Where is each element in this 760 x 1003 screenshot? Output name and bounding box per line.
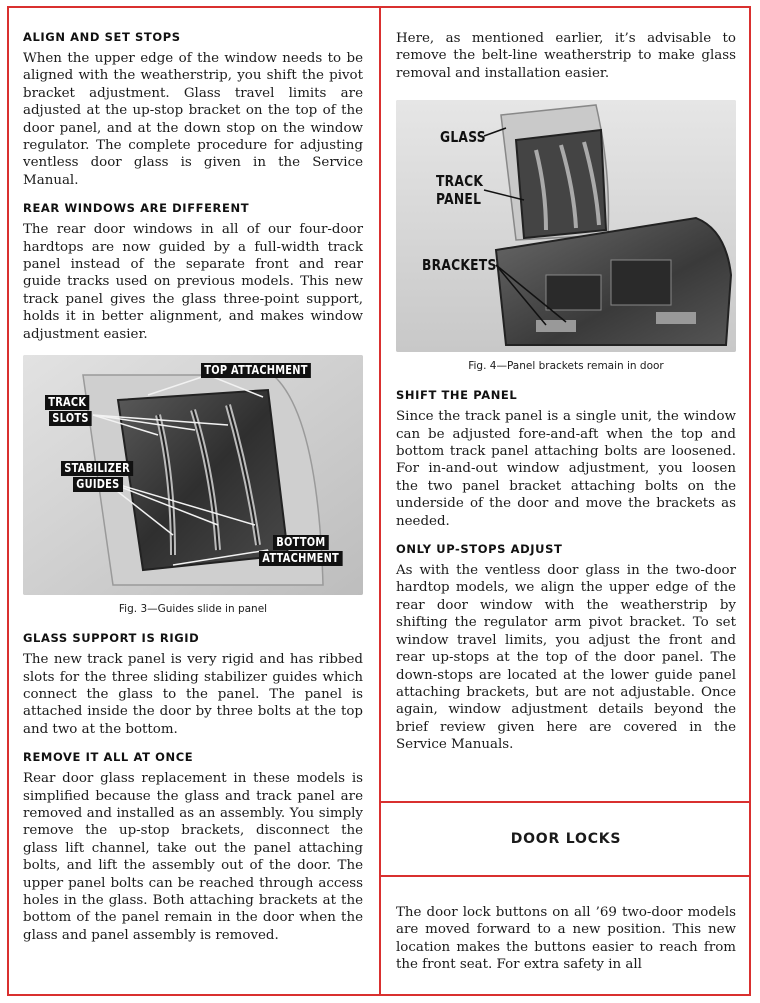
label-stabilizer: STABILIZER: [61, 461, 133, 476]
label-slots: SLOTS: [49, 411, 92, 426]
label-guides: GUIDES: [73, 477, 123, 492]
paragraph-remove-all: Rear door glass replacement in these models is simplified because the glass and track panel are removed and installed as an assembly. You simply remove the up-stop brackets, disconnect the glass lift channel, take out the panel attaching bolts, and lift the assembly out of the door. The upper panel bolts can be reached through access holes in the glass. Both attaching brackets at the bottom of the panel remain in the door when the glass and panel assembly is removed.: [23, 771, 363, 943]
door-locks-bottom-rule: [381, 875, 751, 877]
label-brackets: BRACKETS: [422, 256, 497, 275]
label-attachment: ATTACHMENT: [259, 551, 342, 566]
figure-4-caption: Fig. 4—Panel brackets remain in door: [468, 360, 664, 373]
figure-3-caption: Fig. 3—Guides slide in panel: [118, 603, 268, 616]
figure-3-photo: [23, 355, 363, 595]
heading-shift-panel: SHIFT THE PANEL: [396, 388, 518, 403]
paragraph-shift-panel: Since the track panel is a single unit, the window can be adjusted fore-and-aft when the top and bottom track panel attaching bolts are loosened. For in-and-out window adjustment, you loosen the two panel bracket attaching bolts on the underside of the door and move the brackets as needed.: [396, 409, 736, 529]
right-column: [396, 30, 736, 766]
heading-up-stops: ONLY UP-STOPS ADJUST: [396, 542, 563, 557]
heading-align-set-stops: ALIGN AND SET STOPS: [23, 30, 181, 44]
label-bottom: BOTTOM: [273, 535, 329, 550]
figure-4-photo: [396, 100, 736, 352]
label-panel: PANEL: [436, 190, 482, 209]
heading-door-locks: DOOR LOCKS: [510, 831, 622, 847]
door-locks-section: [396, 904, 736, 986]
paragraph-door-locks: The door lock buttons on all ’69 two-door models are moved forward to a new position. This new location makes the buttons easier to reach from the front seat. For extra safety in all: [396, 905, 736, 973]
label-glass: GLASS: [440, 128, 486, 147]
heading-glass-support: GLASS SUPPORT IS RIGID: [23, 631, 200, 646]
label-track: TRACK: [45, 395, 90, 410]
paragraph-align-set-stops: When the upper edge of the window needs to be aligned with the weatherstrip, you shift the pivot bracket adjustment. Glass travel limits are adjusted at the up-stop bracket on the top of the door panel, and at the down stop on the window regulator. The complete procedure for adjusting ventless door glass is given in the Service Manual.: [23, 51, 363, 188]
paragraph-rear-windows: The rear door windows in all of our four-door hardtops are now guided by a full-width track panel instead of the separate front and rear guide tracks used on previous models. This new track panel gives the glass three-point support, holds it in better alignment, and makes window adjustment easier.: [23, 222, 363, 342]
left-column: [23, 30, 363, 956]
heading-remove-all: REMOVE IT ALL AT ONCE: [23, 750, 194, 765]
paragraph-glass-support: The new track panel is very rigid and has ribbed slots for the three sliding stabilizer guides which connect the glass to the panel. The panel is attached inside the door by three bolts at the top and two at the bottom.: [23, 652, 363, 737]
paragraph-intro: Here, as mentioned earlier, it’s advisable to remove the belt-line weatherstrip to make glass removal and installation easier.: [396, 31, 736, 81]
label-track: TRACK: [436, 172, 484, 191]
label-top-attachment: TOP ATTACHMENT: [201, 363, 311, 378]
paragraph-up-stops: As with the ventless door glass in the two-door hardtop models, we align the upper edge of the rear door window with the weatherstrip by shifting the regulator arm pivot bracket. To set window travel limits, you adjust the front and rear up-stops at the top of the door panel. The down-stops are located at the lower guide panel attaching brackets, but are not adjustable. Once again, window adjustment details beyond the brief review given here are covered in the Service Manuals.: [396, 563, 736, 753]
heading-rear-windows: REAR WINDOWS ARE DIFFERENT: [23, 201, 250, 216]
